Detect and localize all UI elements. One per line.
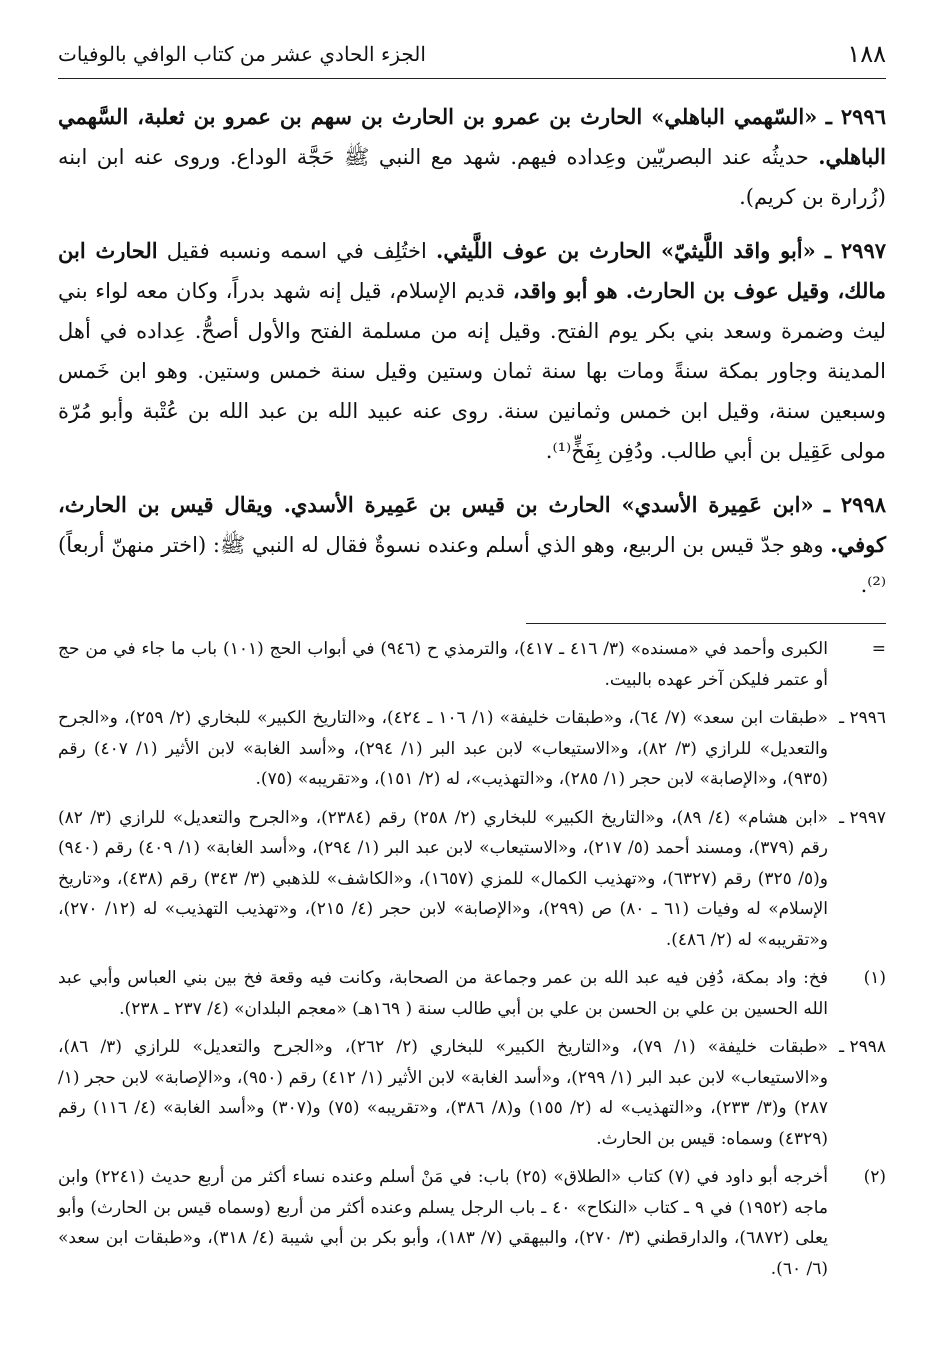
footnote-text: «طبقات خليفة» (١/ ٧٩)، و«التاريخ الكبير» للبخاري (٢/ ٢٦٢)، و«الجرح والتعديل» للرازي (٣/ ٨٦)، و«الاستيعاب» لابن عبد البر (١/ ٢٩٩)، و«أسد الغابة» لابن الأثير (١/ ٤١٢) رقم (٩٥٠)، و«الإصابة» لابن حجر (١/ ٢٨٧) و(٣/ ٢٣٣)، و«التهذيب» له (٢/ ١٥٥) و(٨/ ٣٨٦)، و«تقريبه» (٧٥) و(٣٠٧) و«أسد الغابة» (٤/ ١١٦) رقم (٤٣٢٩) وسماه: قيس بن الحارث. [58, 1037, 828, 1149]
footnote [58, 634, 886, 695]
footnote [58, 963, 886, 1024]
entry-2998 [58, 485, 886, 605]
footnote-text: «ابن هشام» (٤/ ٨٩)، و«التاريخ الكبير» للبخاري (٢/ ٢٥٨) رقم (٢٣٨٤)، و«الجرح والتعديل» للرازي (٣/ ٨٢) رقم (٣٧٩)، ومسند أحمد (٥/ ٢١٧)، و«الاستيعاب» لابن عبد البر (١/ ٢٩٤)، و«أسد الغابة» (١/ ٤٠٩) رقم (٩٤٠) و(٥/ ٣٢٥) رقم (٦٣٢٧)، و«تهذيب الكمال» للمزي (١٦٥٧)، و«الكاشف» للذهبي (٣/ ٣٤٣) رقم (٤٣٨)، و«تاريخ الإسلام» له وفيات (٦١ ـ ٨٠) ص (٢٩٩)، و«الإصابة» لابن حجر (٤/ ٢١٥)، و«تهذيب التهذيب» له (١٢/ ٢٧٠)، و«تقريبه» له (٢/ ٤٨٦). [58, 807, 828, 950]
book-page [58, 28, 886, 1352]
entry-number: ٢٩٩٧ ـ [824, 238, 887, 263]
entry-text: قديم الإسلام، قيل إنه شهد بدراً، وكان معه لواء بني ليث وضمرة وسعد بني بكر يوم الفتح. وقيل إنه من مسلمة الفتح والأول أصحُّ. عِداده في أهل المدينة وجاور بمكة سنةً ومات بها سنة ثمان وستين وقيل سنة خمس وستين. وهو ابن خَمس وسبعين سنة، وقيل ابن خمس وثمانين سنة. روى عنه عبيد الله بن عبد الله بن عُتْبة وأبو مُرّة مولى عَقِيل بن أبي طالب. ودُفِن بِفَخٍّ⁽¹⁾. [58, 279, 886, 463]
entry-heading: «ابن عَمِيرة الأسدي» الحارث بن قيس بن عَمِيرة الأسدي. ويقال قيس بن الحارث، كوفي. [58, 492, 886, 557]
footnote [58, 803, 886, 956]
page-number: ١٨٨ [847, 40, 886, 68]
footnote-label: ٢٩٩٦ ـ [839, 708, 886, 728]
entry-heading-alt: الحارث ابن مالك، وقيل عوف بن الحارث. هو أبو واقد، [58, 238, 886, 303]
footnote [58, 1162, 886, 1284]
entry-number: ٢٩٩٨ ـ [823, 492, 886, 517]
footnote [58, 703, 886, 795]
footnote-label: ٢٩٩٨ ـ [839, 1037, 886, 1057]
entry-2997 [58, 231, 886, 471]
entry-text: حديثُه عند البصريّين وعِداده فيهم. شهد مع النبي ﷺ حَجَّة الوداع. وروى عنه ابن ابنه (زُرارة بن كريم). [58, 145, 886, 209]
footnote-text: أخرجه أبو داود في (٧) كتاب «الطلاق» (٢٥) باب: في مَنْ أسلم وعنده نساء أكثر من أربع حديث (٢٢٤١) وابن ماجه (١٩٥٢) في ٩ ـ كتاب «النكاح» ٤٠ ـ باب الرجل يسلم وعنده أكثر من أربع (وسماه قيس بن الحارث) وأبو يعلى (٦٨٧٢)، والدارقطني (٣/ ٢٧٠)، والبيهقي (٧/ ١٨٣)، وأبو بكر بن أبي شيبة (٤/ ٣١٨)، و«طبقات ابن سعد» (٦/ ٦٠). [58, 1167, 828, 1279]
footnote-label: (١) [863, 968, 886, 988]
entry-text: وهو جدّ قيس بن الربيع، وهو الذي أسلم وعنده نسوةٌ فقال له النبي ﷺ: (اختر منهنّ أربعاً)⁽²⁾. [58, 533, 886, 597]
main-text [58, 97, 886, 605]
footnote-text: الكبرى وأحمد في «مسنده» (٣/ ٤١٦ ـ ٤١٧)، والترمذي ح (٩٤٦) في أبواب الحج (١٠١) باب ما جاء في من حج أو عتمر فليكن آخر عهده بالبيت. [58, 639, 828, 690]
entry-2996 [58, 97, 886, 217]
entry-number: ٢٩٩٦ ـ [825, 104, 886, 129]
footnote [58, 1032, 886, 1154]
footnote-text: فخ: واد بمكة، دُفِن فيه عبد الله بن عمر وجماعة من الصحابة، وكانت فيه وقعة فخ بين بني العباس وأبي عبد الله الحسين بن علي بن الحسن بن علي بن أبي طالب سنة ( ١٦٩هـ) «معجم البلدان» (٤/ ٢٣٧ ـ ٢٣٨). [58, 968, 828, 1019]
footnote-divider [526, 623, 886, 624]
footnote-label: = [871, 639, 886, 659]
page-header [58, 28, 886, 79]
entry-text: اختُلِف في اسمه ونسبه فقيل [157, 239, 437, 263]
footnote-label: (٢) [863, 1167, 886, 1187]
entry-heading: «السّهمي الباهلي» الحارث بن عمرو بن الحارث بن سهم بن عمرو بن ثعلبة، السَّهمي الباهلي. [58, 104, 886, 169]
footnotes [58, 634, 886, 1284]
footnote-label: ٢٩٩٧ ـ [839, 807, 886, 828]
footnote-text: «طبقات ابن سعد» (٧/ ٦٤)، و«طبقات خليفة» (١/ ١٠٦ ـ ٤٢٤)، و«التاريخ الكبير» للبخاري (٢/ ٢٥٩)، و«الجرح والتعديل» للرازي (٣/ ٨٢)، و«الاستيعاب» لابن عبد البر (١/ ٢٩٤)، و«أسد الغابة» لابن الأثير (١/ ٤٠٧) رقم (٩٣٥)، و«الإصابة» لابن حجر (١/ ٢٨٥)، و«التهذيب»، له (٢/ ١٥١)، و«تقريبه» (٧٥). [58, 708, 828, 789]
running-title: الجزء الحادي عشر من كتاب الوافي بالوفيات [58, 42, 426, 66]
entry-heading: «أبو واقد اللَّيثيّ» الحارث بن عوف اللَّيثي. [436, 238, 816, 263]
